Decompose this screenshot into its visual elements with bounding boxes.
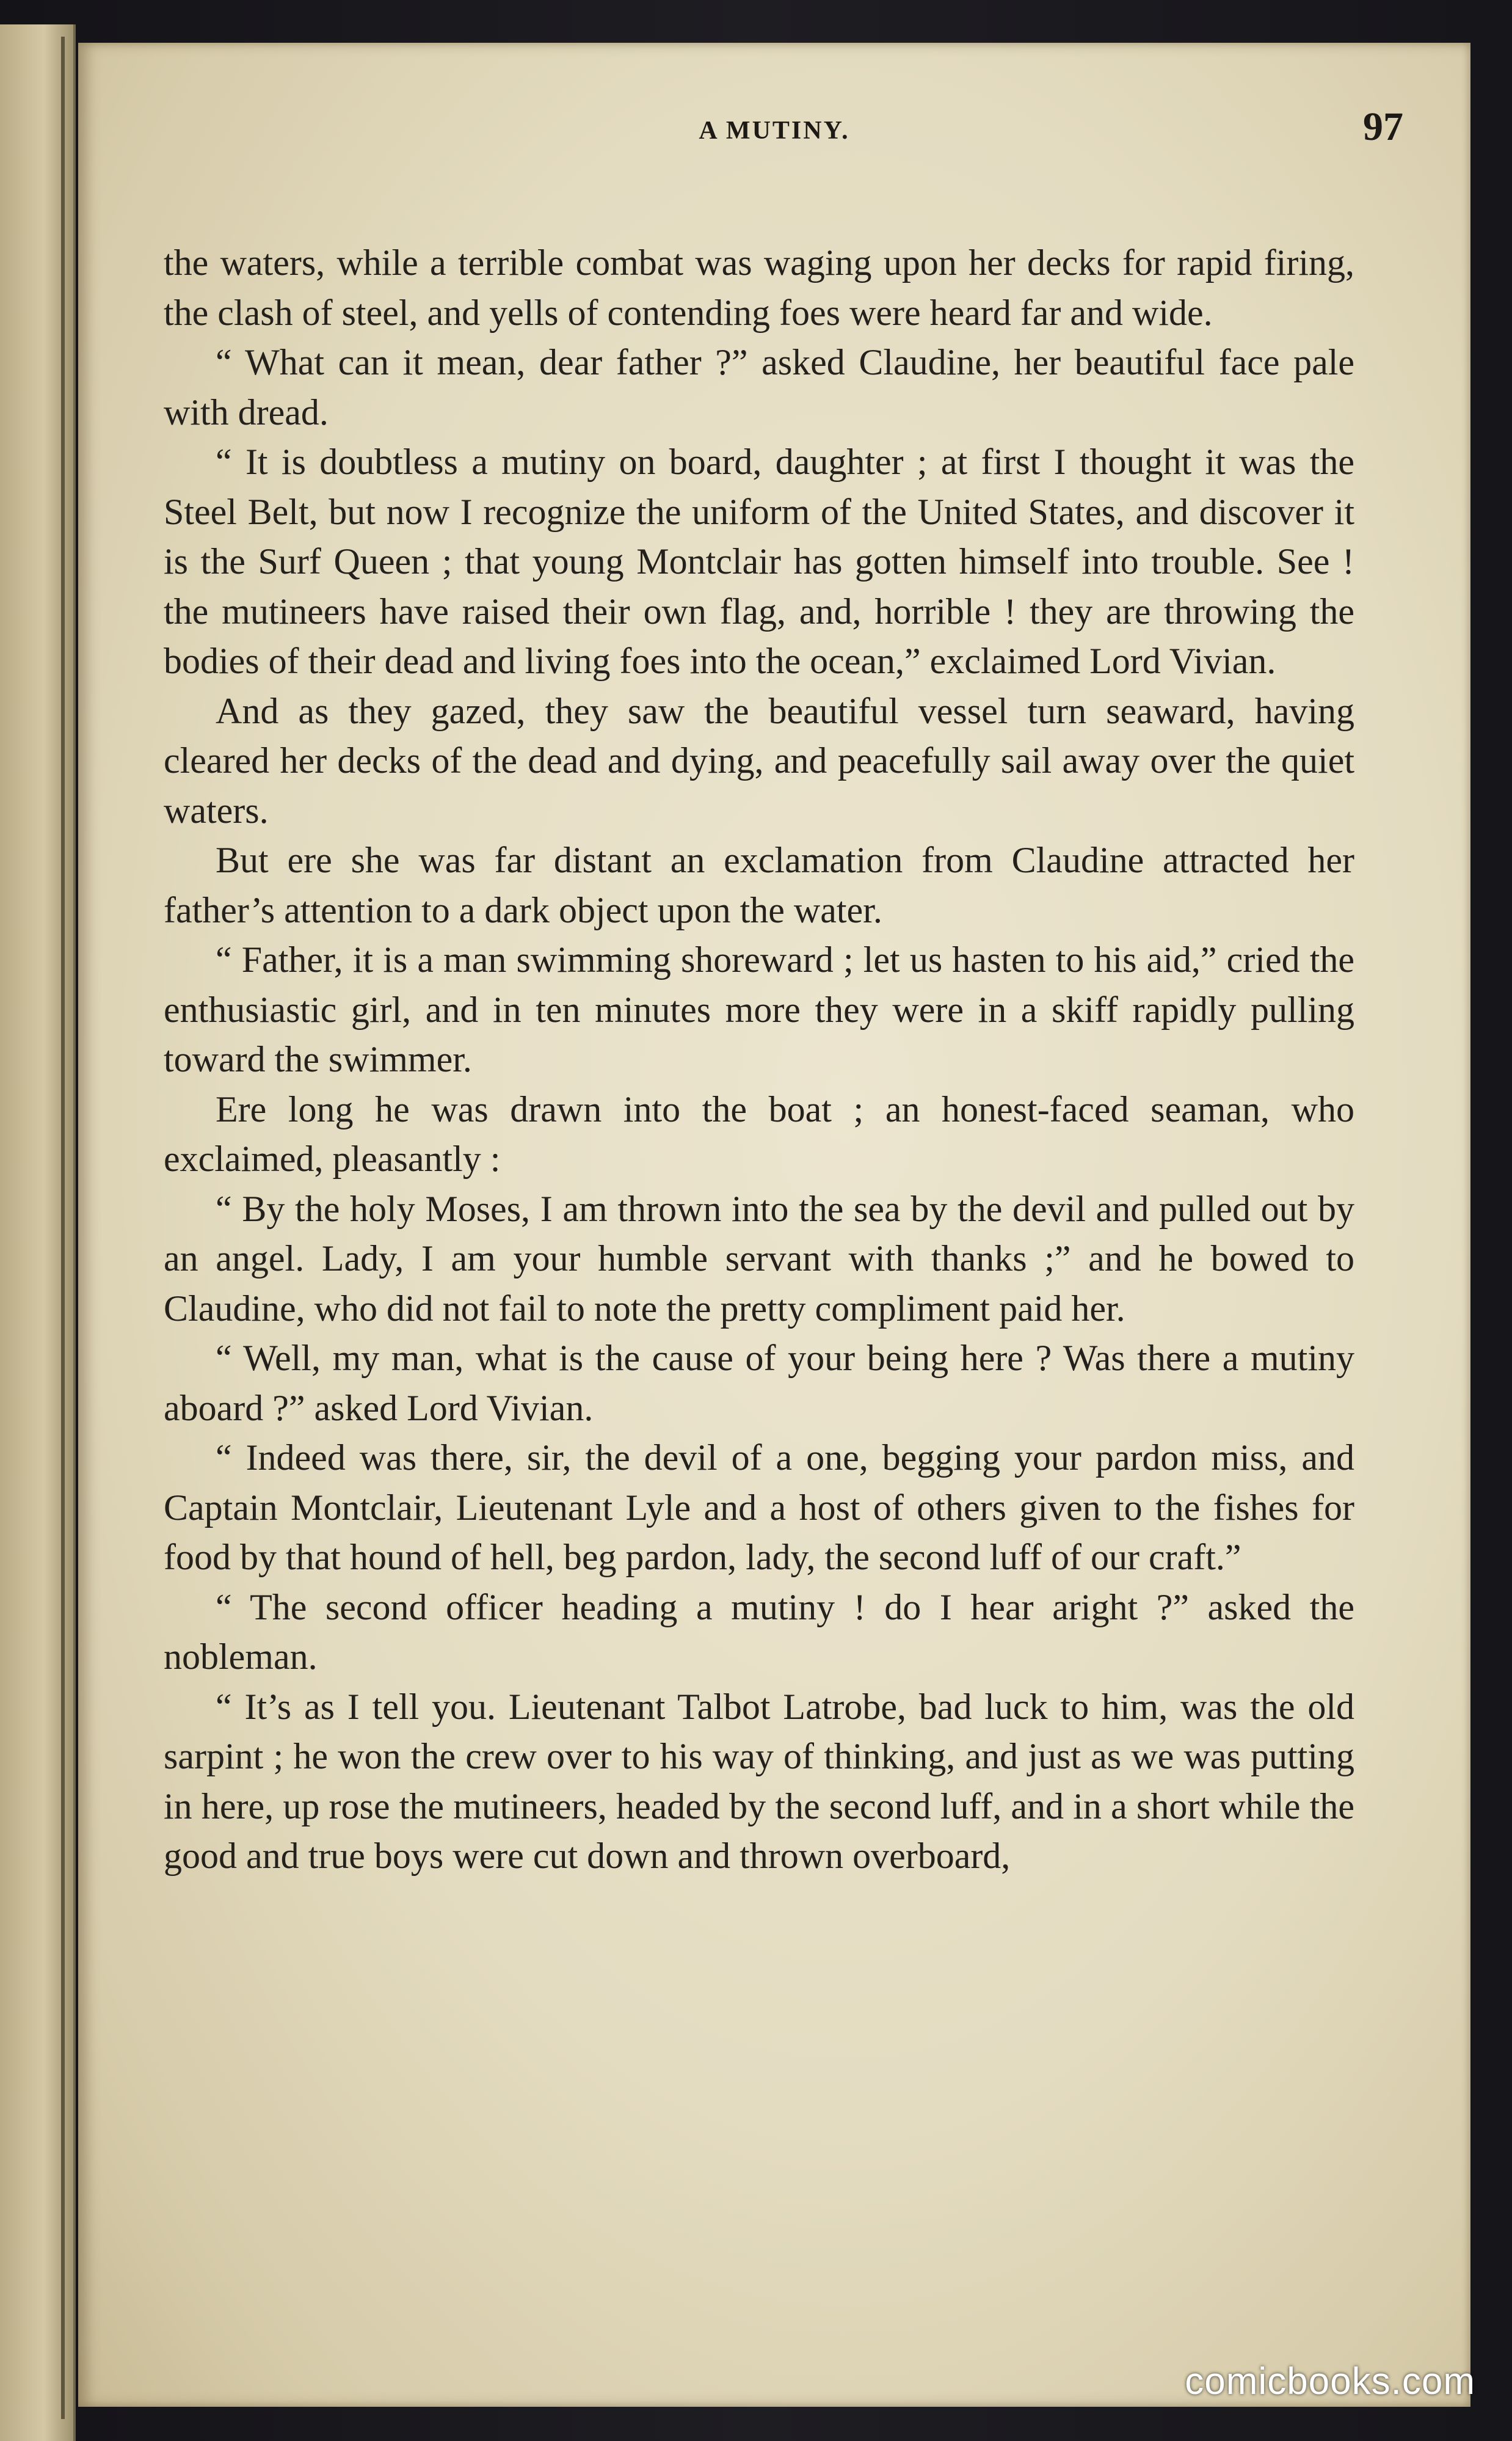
paragraph: And as they gazed, they saw the beautiful vessel turn seaward, having cleared her decks of the dead and dying, and peacefully sail away over the quiet waters. bbox=[164, 690, 1354, 831]
paragraph: “ What can it mean, dear father ?” asked Claudine, her beautiful face pale with dread. bbox=[164, 342, 1354, 432]
paragraph: the waters, while a terrible combat was waging upon her decks for rapid firing, the clash of steel, and yells of contending foes were heard far and wide. bbox=[164, 243, 1354, 333]
paragraph: “ It’s as I tell you. Lieutenant Talbot Latrobe, bad luck to him, was the old sarpint ; he won the crew over to his way of thinking, and just as we was putting in here, up rose the mutineers, headed by the second luff, and in a short while the good and true boys were cut down and thrown overboard, bbox=[164, 1686, 1354, 1876]
watermark: comicbooks.com bbox=[1185, 2360, 1475, 2403]
body-text bbox=[164, 238, 1354, 1881]
paragraph: “ Indeed was there, sir, the devil of a one, begging your pardon miss, and Captain Montclair, Lieutenant Lyle and a host of others given to the fishes for food by that hound of hell, beg pardon, lady, the second luff of our craft.” bbox=[164, 1437, 1354, 1577]
paragraph: “ The second officer heading a mutiny ! do I hear aright ?” asked the nobleman. bbox=[164, 1586, 1354, 1677]
running-head: A MUTINY. bbox=[699, 117, 850, 145]
book-page bbox=[78, 43, 1470, 2407]
page-number: 97 bbox=[1363, 104, 1403, 149]
paragraph: “ It is doubtless a mutiny on board, daughter ; at first I thought it was the Steel Belt, but now I recognize the uniform of the United States, and discover it is the Surf Queen ; that young Montclair has gotten himself into trouble. See ! the mutineers have raised their own flag, and, horrible ! they are throwing the bodies of their dead and living foes into the ocean,” exclaimed Lord Vivian. bbox=[164, 442, 1354, 681]
paragraph: “ Well, my man, what is the cause of your being here ? Was there a mutiny aboard ?” asked Lord Vivian. bbox=[164, 1338, 1354, 1428]
paragraph: Ere long he was drawn into the boat ; an honest-faced seaman, who exclaimed, pleasantly : bbox=[164, 1089, 1354, 1179]
paragraph: “ By the holy Moses, I am thrown into the sea by the devil and pulled out by an angel. Lady, I am your humble servant with thanks ;” and he bowed to Claudine, who did not fail to note the pretty compliment paid her. bbox=[164, 1188, 1354, 1329]
book-spine bbox=[61, 37, 65, 2419]
paragraph: But ere she was far distant an exclamation from Claudine attracted her father’s attention to a dark object upon the water. bbox=[164, 840, 1354, 930]
paragraph: “ Father, it is a man swimming shoreward ; let us hasten to his aid,” cried the enthusiastic girl, and in ten minutes more they were in a skiff rapidly pulling toward the swimmer. bbox=[164, 940, 1354, 1079]
